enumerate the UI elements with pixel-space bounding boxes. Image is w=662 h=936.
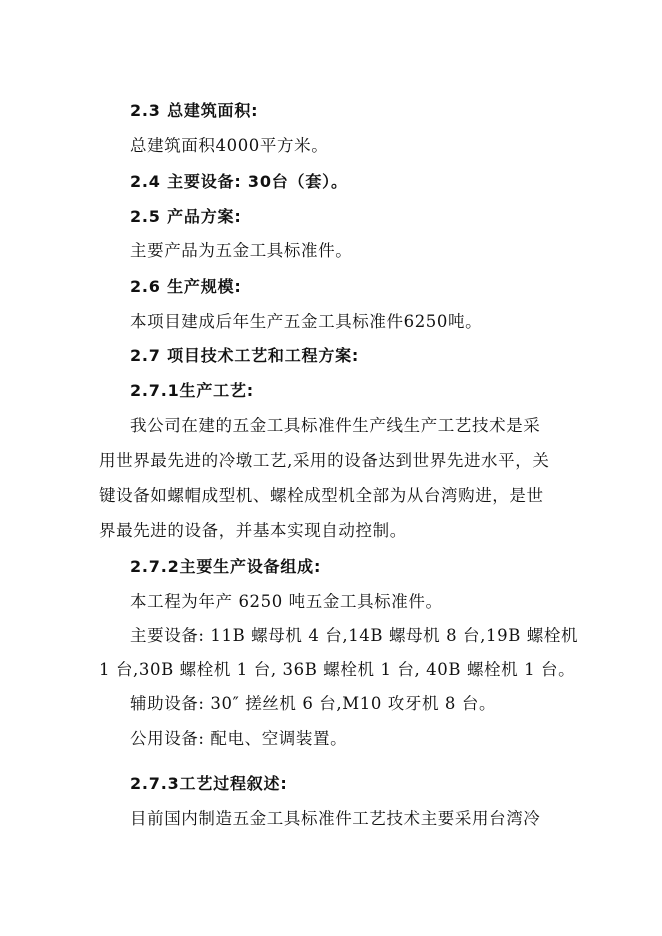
heading-2-5: 2.5 产品方案: bbox=[130, 207, 242, 226]
paragraph-2-7-2-intro: 本工程为年产 6250 吨五金工具标准件。 bbox=[130, 592, 443, 611]
heading-2-3: 2.3 总建筑面积: bbox=[130, 101, 259, 120]
paragraph-2-7-2-main-equipment-line-2: 1 台,30B 螺栓机 1 台, 36B 螺栓机 1 台, 40B 螺栓机 1 台。 bbox=[99, 660, 576, 679]
heading-2-7-2: 2.7.2主要生产设备组成: bbox=[130, 557, 322, 576]
paragraph-2-7-1-line-4: 界最先进的设备，并基本实现自动控制。 bbox=[99, 521, 407, 540]
paragraph-2-7-1-line-3: 键设备如螺帽成型机、螺栓成型机全部为从台湾购进，是世 bbox=[99, 486, 544, 505]
heading-2-4: 2.4 主要设备: 30台（套）。 bbox=[130, 172, 348, 191]
paragraph-2-3: 总建筑面积4000平方米。 bbox=[130, 136, 329, 155]
heading-2-7: 2.7 项目技术工艺和工程方案: bbox=[130, 346, 360, 365]
heading-2-7-1: 2.7.1生产工艺: bbox=[130, 381, 254, 400]
paragraph-2-7-1-line-2: 用世界最先进的冷墩工艺,采用的设备达到世界先进水平，关 bbox=[99, 451, 550, 470]
paragraph-2-7-2-main-equipment-line-1: 主要设备: 11B 螺母机 4 台,14B 螺母机 8 台,19B 螺栓机 bbox=[130, 626, 579, 645]
paragraph-2-6: 本项目建成后年生产五金工具标准件6250吨。 bbox=[130, 312, 483, 331]
paragraph-2-7-2-aux-equipment: 辅助设备: 30″ 搓丝机 6 台,M10 攻牙机 8 台。 bbox=[130, 694, 497, 713]
paragraph-2-7-1-line-1: 我公司在建的五金工具标准件生产线生产工艺技术是采 bbox=[130, 416, 541, 435]
paragraph-2-5: 主要产品为五金工具标准件。 bbox=[130, 241, 353, 260]
heading-2-7-3: 2.7.3工艺过程叙述: bbox=[130, 774, 288, 793]
paragraph-2-7-3-line-1: 目前国内制造五金工具标准件工艺技术主要采用台湾冷 bbox=[130, 809, 541, 828]
heading-2-6: 2.6 生产规模: bbox=[130, 277, 242, 296]
paragraph-2-7-2-utility-equipment: 公用设备: 配电、空调装置。 bbox=[130, 729, 348, 748]
